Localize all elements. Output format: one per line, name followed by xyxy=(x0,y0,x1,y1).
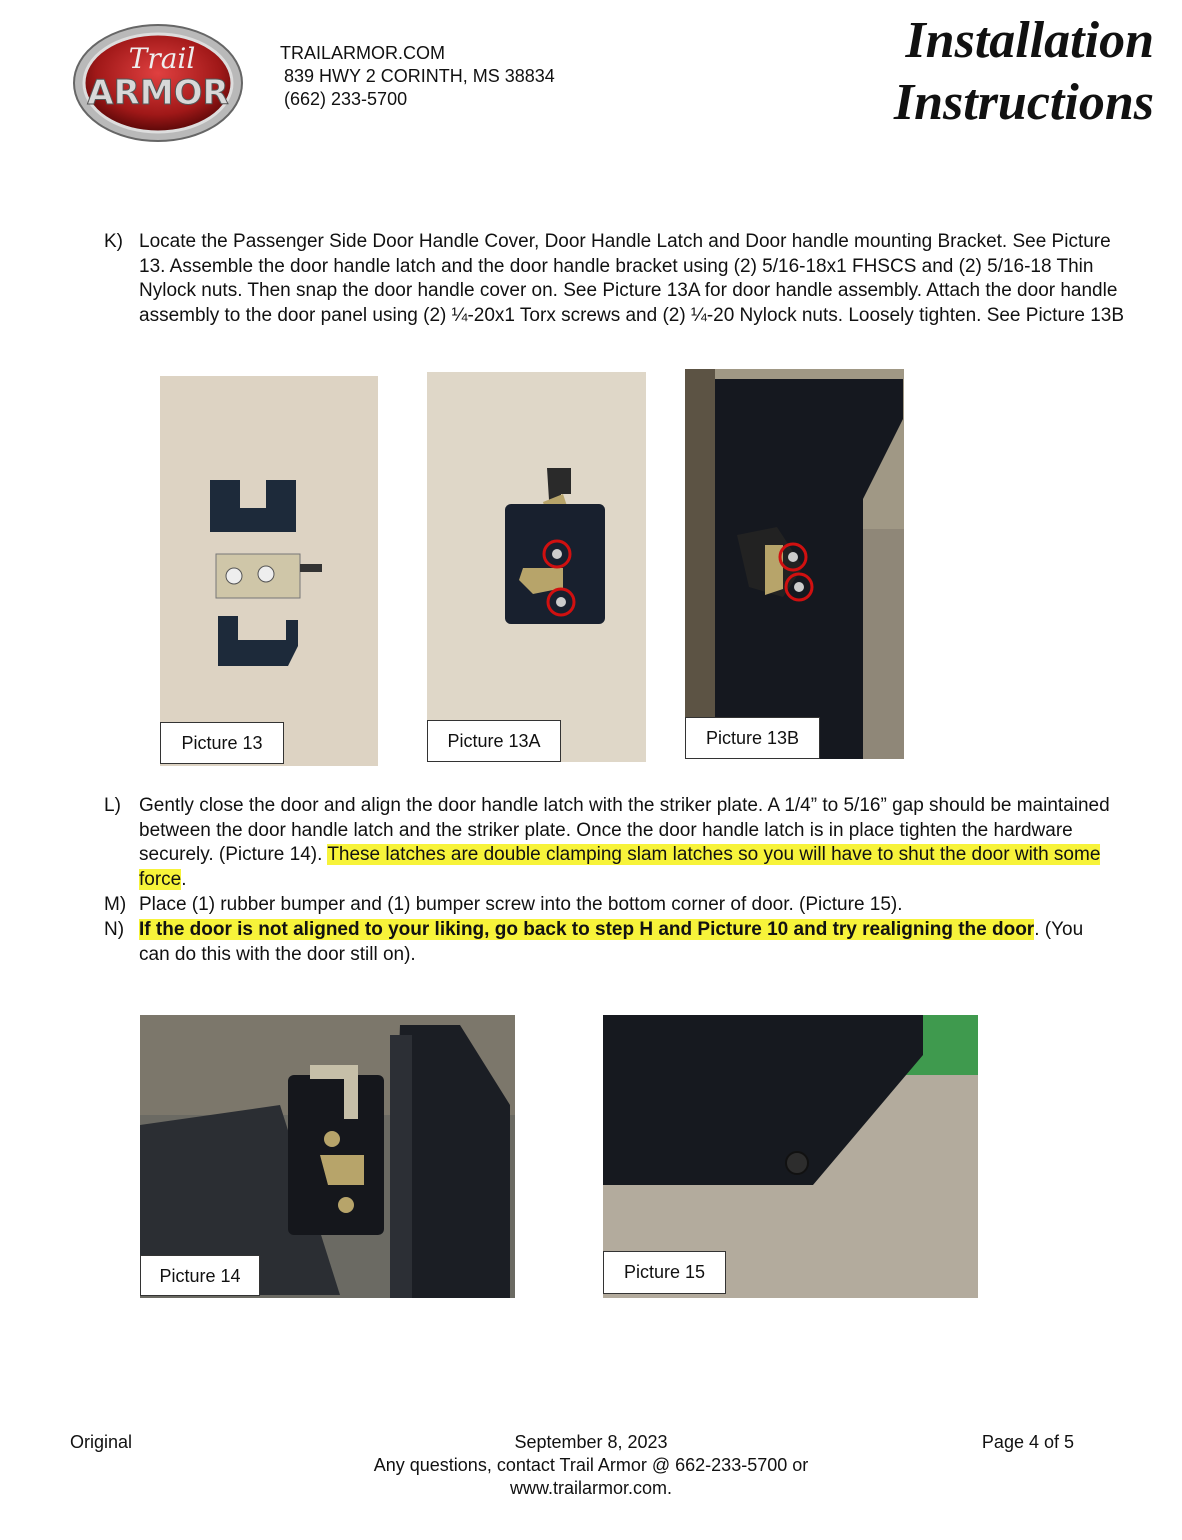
trail-armor-logo xyxy=(72,22,244,144)
footer-contact: Any questions, contact Trail Armor @ 662-233-5700 or xyxy=(373,1455,809,1475)
step-text: . (You can do this with the door still on). xyxy=(139,919,1084,965)
contact-address: 839 HWY 2 CORINTH, MS 38834 xyxy=(284,66,555,86)
step-text-end: . xyxy=(181,869,187,891)
photo-picture-15 xyxy=(603,1015,978,1298)
step-text: Place (1) rubber bumper and (1) bumper screw into the bottom corner of door. (Picture 15). xyxy=(139,894,903,915)
logo-text-trail: Trail xyxy=(128,42,196,75)
contact-info xyxy=(280,42,555,111)
step-text: Gently close the door and align the door handle latch with the striker plate. A 1/4” to 5/16” gap should be maintained between the door handle latch and the striker plate. Once the door handle latch is in place tighten the hardware securely. (Picture 14). xyxy=(139,795,1110,866)
highlighted-warning: If the door is not aligned to your liking, go back to step H and Picture 10 and try realigning the door xyxy=(139,919,1035,940)
highlighted-note: These latches are double clamping slam latches so you will have to shut the door with some force xyxy=(139,844,1101,891)
photo-picture-13 xyxy=(160,376,378,766)
footer-page-number: Page 4 of 5 xyxy=(981,1432,1074,1452)
step-label: K) xyxy=(104,231,123,252)
step-label: L) xyxy=(104,795,121,816)
step-n xyxy=(104,918,1114,967)
logo-text-armor: ARMOR xyxy=(87,73,229,113)
caption-picture-13: Picture 13 xyxy=(160,722,284,764)
photo-picture-13b xyxy=(685,369,904,759)
photo-picture-14 xyxy=(140,1015,515,1298)
contact-phone: (662) 233-5700 xyxy=(284,89,408,109)
step-m xyxy=(104,893,1114,918)
caption-picture-13a: Picture 13A xyxy=(427,720,561,762)
caption-picture-13b: Picture 13B xyxy=(685,717,820,759)
photo-picture-13a xyxy=(427,372,646,762)
step-l xyxy=(104,794,1114,893)
title-line-1: Installation xyxy=(905,12,1154,69)
step-label: N) xyxy=(104,919,125,940)
footer-version: Original xyxy=(70,1432,133,1452)
step-label: M) xyxy=(104,894,127,915)
step-k xyxy=(104,230,1124,329)
footer-website: www.trailarmor.com. xyxy=(509,1478,673,1498)
footer-center xyxy=(341,1431,841,1500)
caption-picture-15: Picture 15 xyxy=(603,1251,726,1294)
caption-picture-14: Picture 14 xyxy=(140,1255,260,1296)
contact-website: TRAILARMOR.COM xyxy=(280,43,446,63)
title-line-2: Instructions xyxy=(893,74,1154,131)
footer-date: September 8, 2023 xyxy=(514,1432,668,1452)
step-text: Locate the Passenger Side Door Handle Cover, Door Handle Latch and Door handle mounting Bracket. See Picture 13. Assemble the door handle latch and the door handle bracket using (2) 5/16-18x1 FHSCS and (2) 5/16-18 Thin Nylock nuts. Then snap the door handle cover on. See Picture 13A for door handle assembly. Attach the door handle assembly to the door panel using (2) ¼-20x1 Torx screws and (2) ¼-20 Nylock nuts. Loosely tighten. See Picture 13B xyxy=(139,231,1124,327)
page-title xyxy=(894,10,1154,134)
